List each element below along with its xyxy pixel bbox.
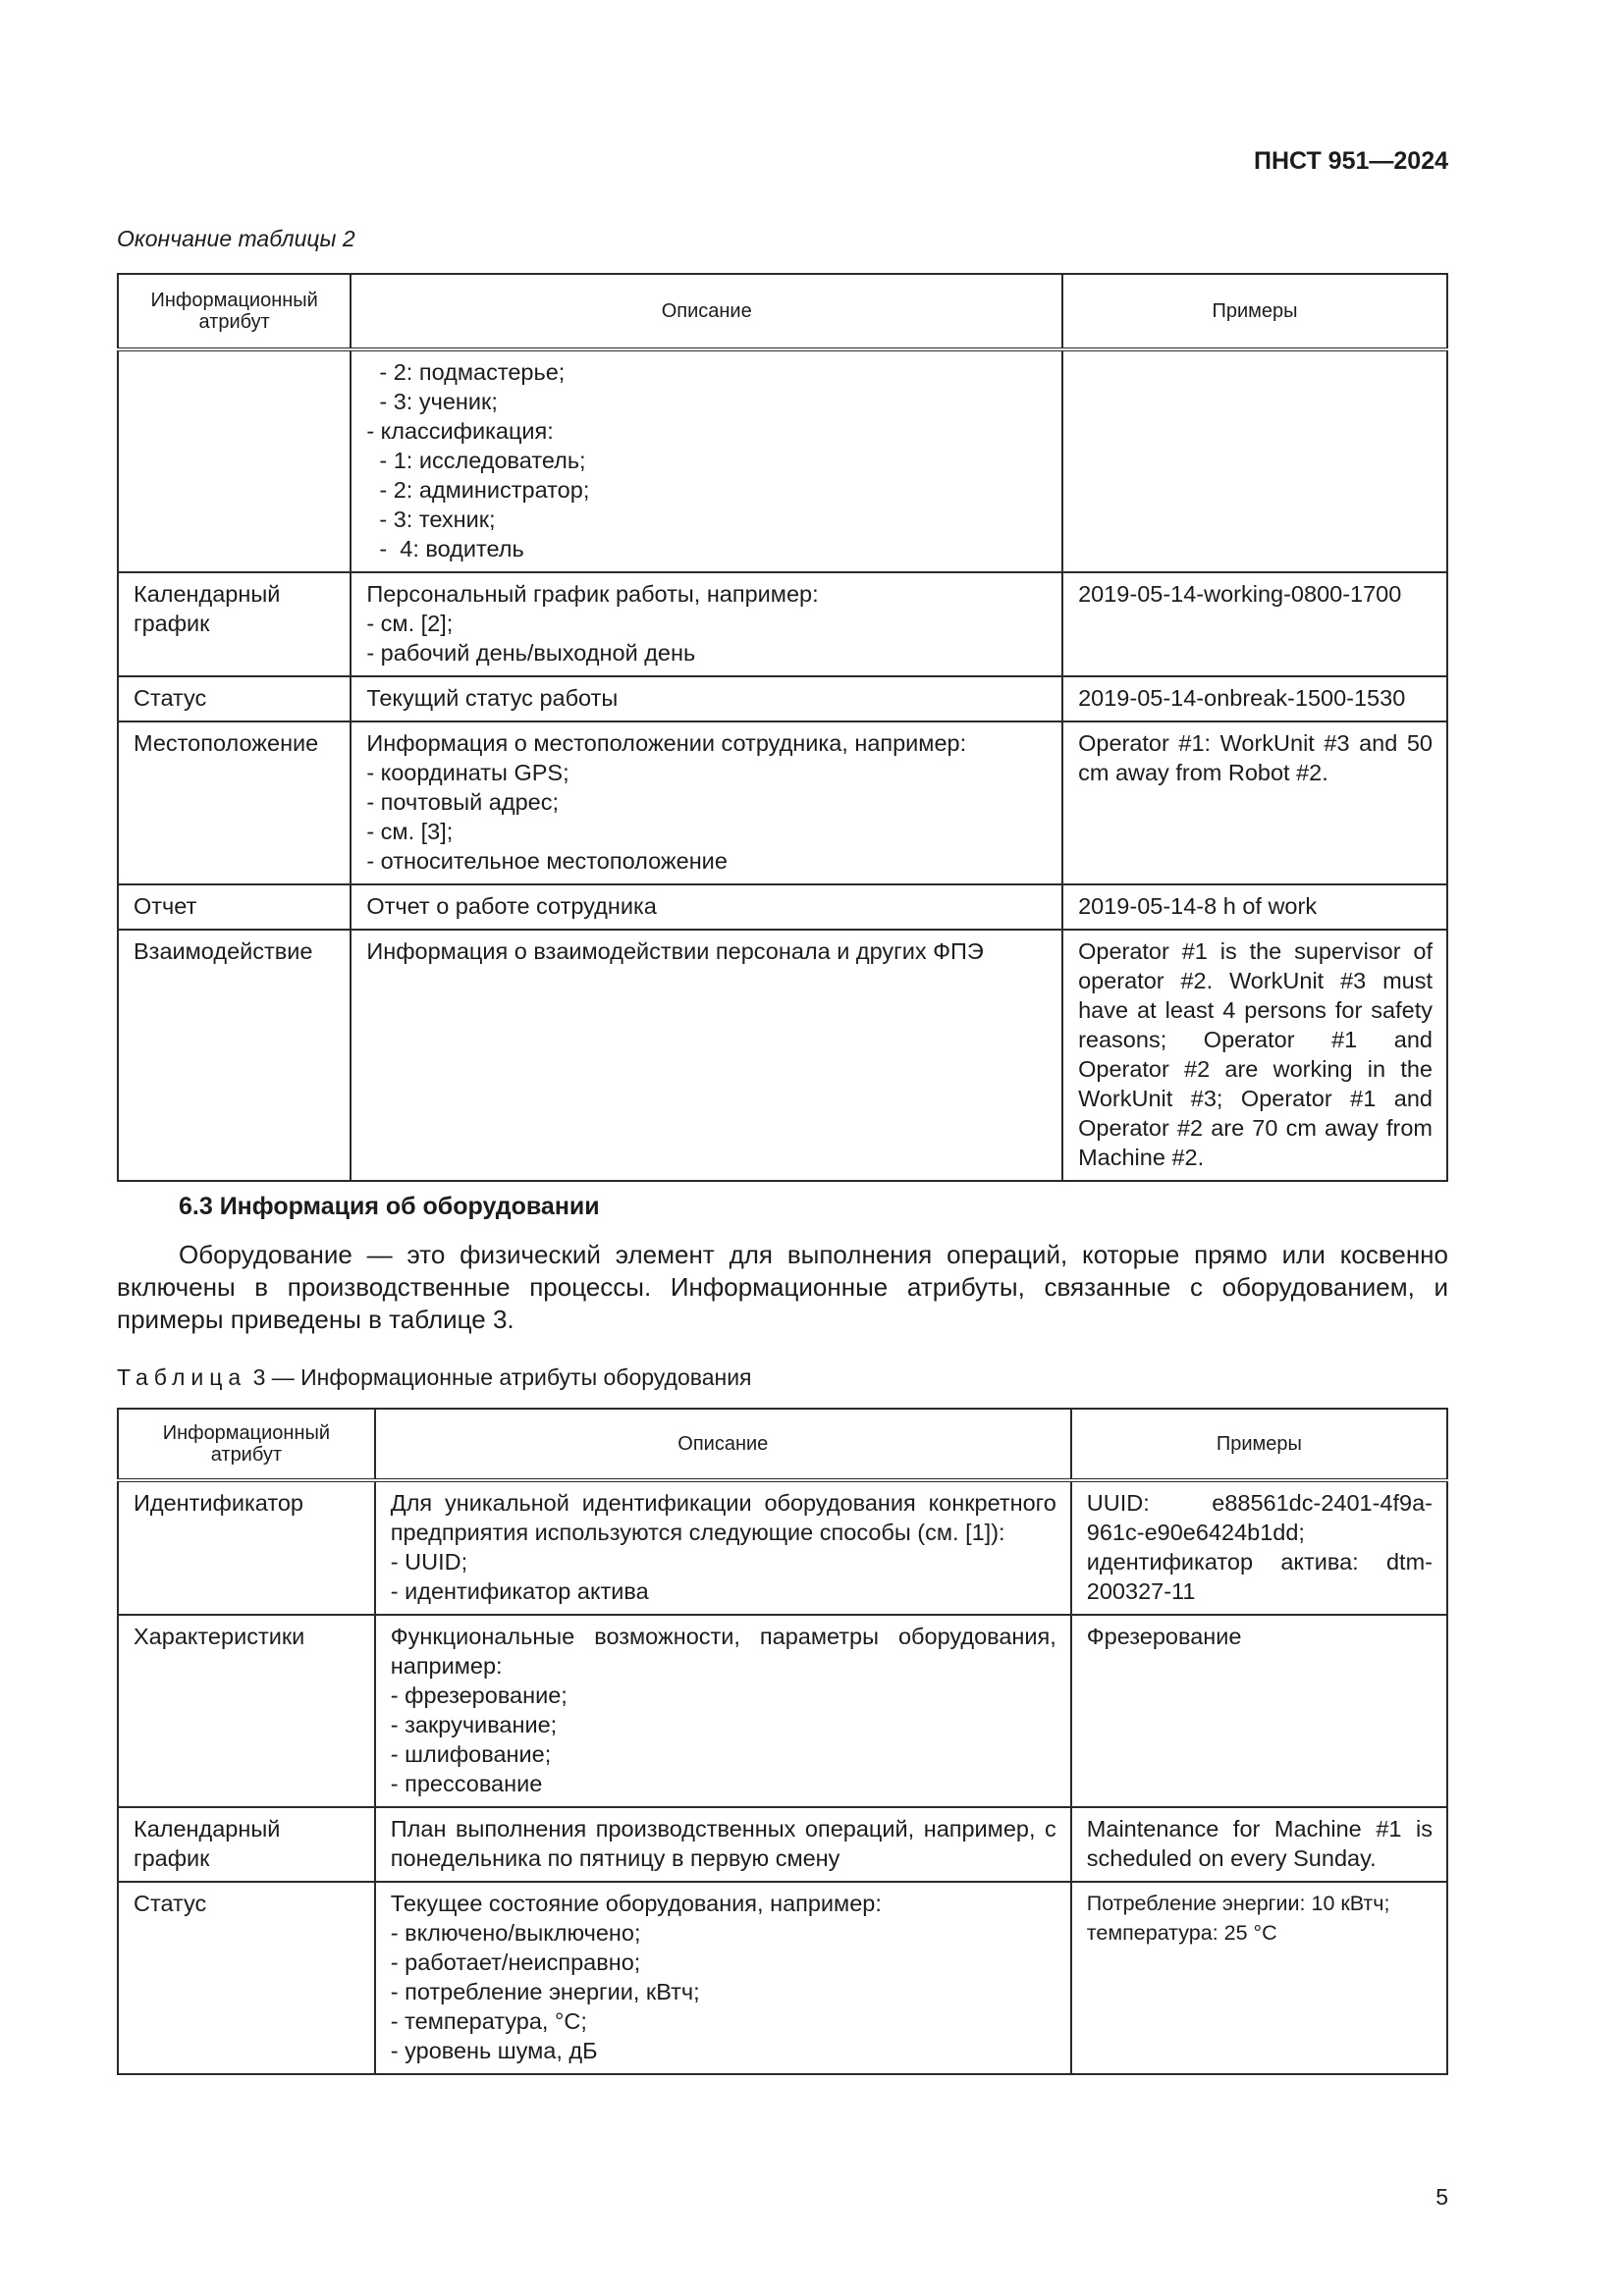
table-row [118, 349, 1447, 572]
cell-description [375, 1615, 1071, 1807]
table-row [118, 1807, 1447, 1882]
table-2 [117, 273, 1448, 1182]
table-label: Таблица [117, 1364, 247, 1390]
cell-description [351, 572, 1062, 676]
description-line: - 3: техник; [366, 507, 496, 532]
description-line: Текущий статус работы [366, 685, 619, 711]
table-row [118, 1615, 1447, 1807]
cell-example: 2019-05-14-onbreak-1500-1530 [1062, 676, 1447, 721]
cell-example: Operator #1: WorkUnit #3 and 50 cm away from Robot #2. [1062, 721, 1447, 884]
column-header-attribute: Информационный атрибут [118, 1409, 375, 1480]
table-row [118, 676, 1447, 721]
cell-attribute: Идентификатор [118, 1480, 375, 1615]
cell-description [351, 930, 1062, 1181]
cell-attribute: Взаимодействие [118, 930, 351, 1181]
cell-description [351, 349, 1062, 572]
description-line: - закручивание; [390, 1712, 558, 1737]
column-header-attribute: Информационный атрибут [118, 274, 351, 349]
table-row [118, 884, 1447, 930]
description-line: - рабочий день/выходной день [366, 640, 696, 666]
cell-example: Потребление энергии: 10 кВтч; температура: 25 °C [1071, 1882, 1447, 2074]
description-line: - UUID; [390, 1549, 468, 1575]
description-line: - включено/выключено; [390, 1920, 641, 1946]
section-paragraph: Оборудование — это физический элемент для выполнения операций, которые прямо или косвенно включены в производственные процессы. Информационные атрибуты, связанные с оборудованием, и примеры приведены в таблице 3. [117, 1240, 1448, 1334]
column-header-description: Описание [351, 274, 1062, 349]
cell-attribute: Статус [118, 676, 351, 721]
description-line: - идентификатор актива [390, 1578, 649, 1604]
table-header-row [118, 274, 1447, 349]
description-line: - 2: администратор; [366, 477, 590, 503]
cell-attribute: Календарный график [118, 572, 351, 676]
description-line: - 2: подмастерье; [366, 359, 566, 385]
cell-example: 2019-05-14-working-0800-1700 [1062, 572, 1447, 676]
cell-description [351, 721, 1062, 884]
description-line: - работает/неисправно; [390, 1949, 641, 1975]
cell-description [375, 1807, 1071, 1882]
cell-attribute: Календарный график [118, 1807, 375, 1882]
table-header-row [118, 1409, 1447, 1480]
cell-example: UUID: e88561dc-2401-4f9a-961c-e90e6424b1dd; идентификатор актива: dtm-200327-11 [1071, 1480, 1447, 1615]
description-line: - потребление энергии, кВтч; [390, 1979, 700, 2004]
description-line: - температура, °C; [390, 2008, 587, 2034]
description-line: - 4: водитель [366, 536, 524, 561]
description-line: - шлифование; [390, 1741, 552, 1767]
cell-attribute: Характеристики [118, 1615, 375, 1807]
cell-attribute: Местоположение [118, 721, 351, 884]
cell-attribute: Отчет [118, 884, 351, 930]
table-row [118, 1480, 1447, 1615]
description-line: - фрезерование; [390, 1682, 568, 1708]
description-line: - почтовый адрес; [366, 789, 560, 815]
document-code: ПНСТ 951—2024 [1254, 147, 1448, 175]
description-line: - 3: ученик; [366, 389, 498, 414]
cell-example: Maintenance for Machine #1 is scheduled on every Sunday. [1071, 1807, 1447, 1882]
description-line: - см. [3]; [366, 819, 454, 844]
section-title: 6.3 Информация об оборудовании [179, 1193, 600, 1220]
description-line: Отчет о работе сотрудника [366, 893, 657, 919]
table-3 [117, 1408, 1448, 2075]
column-header-examples: Примеры [1071, 1409, 1447, 1480]
table-row [118, 1882, 1447, 2074]
cell-description [375, 1882, 1071, 2074]
table-row [118, 721, 1447, 884]
table-row [118, 572, 1447, 676]
cell-description [351, 676, 1062, 721]
table-3-caption [117, 1364, 752, 1391]
cell-example: Operator #1 is the supervisor of operator #2. WorkUnit #3 must have at least 4 persons for safety reasons; Operator #1 and Operator #2 are working in the WorkUnit #3; Operator #1 and Operator #2 are 70 cm away from Machine #2. [1062, 930, 1447, 1181]
cell-attribute [118, 349, 351, 572]
description-line: - уровень шума, дБ [390, 2038, 598, 2063]
table-2-continuation-caption: Окончание таблицы 2 [117, 226, 355, 251]
description-line: Для уникальной идентификации оборудования конкретного предприятия используются следующие способы (см. [1]): [390, 1490, 1056, 1545]
cell-description [375, 1480, 1071, 1615]
cell-example: Фрезерование [1071, 1615, 1447, 1807]
description-line: Текущее состояние оборудования, например: [390, 1891, 882, 1916]
description-line: Информация о взаимодействии персонала и других ФПЭ [366, 938, 984, 964]
table-row [118, 930, 1447, 1181]
column-header-description: Описание [375, 1409, 1071, 1480]
cell-example [1062, 349, 1447, 572]
description-line: - координаты GPS; [366, 760, 569, 785]
description-line: - см. [2]; [366, 611, 454, 636]
description-line: Информация о местоположении сотрудника, например: [366, 730, 967, 756]
description-line: Персональный график работы, например: [366, 581, 819, 607]
description-line: - прессование [390, 1771, 543, 1796]
description-line: Функциональные возможности, параметры оборудования, например: [390, 1624, 1056, 1679]
description-line: - классификация: [366, 418, 554, 444]
description-line: План выполнения производственных операций, например, с понедельника по пятницу в первую смену [390, 1816, 1056, 1871]
column-header-examples: Примеры [1062, 274, 1447, 349]
cell-example: 2019-05-14-8 h of work [1062, 884, 1447, 930]
cell-description [351, 884, 1062, 930]
page-number: 5 [1435, 2184, 1448, 2210]
description-line: - относительное местоположение [366, 848, 728, 874]
table-title: 3 — Информационные атрибуты оборудования [246, 1364, 752, 1390]
description-line: - 1: исследователь; [366, 448, 586, 473]
cell-attribute: Статус [118, 1882, 375, 2074]
